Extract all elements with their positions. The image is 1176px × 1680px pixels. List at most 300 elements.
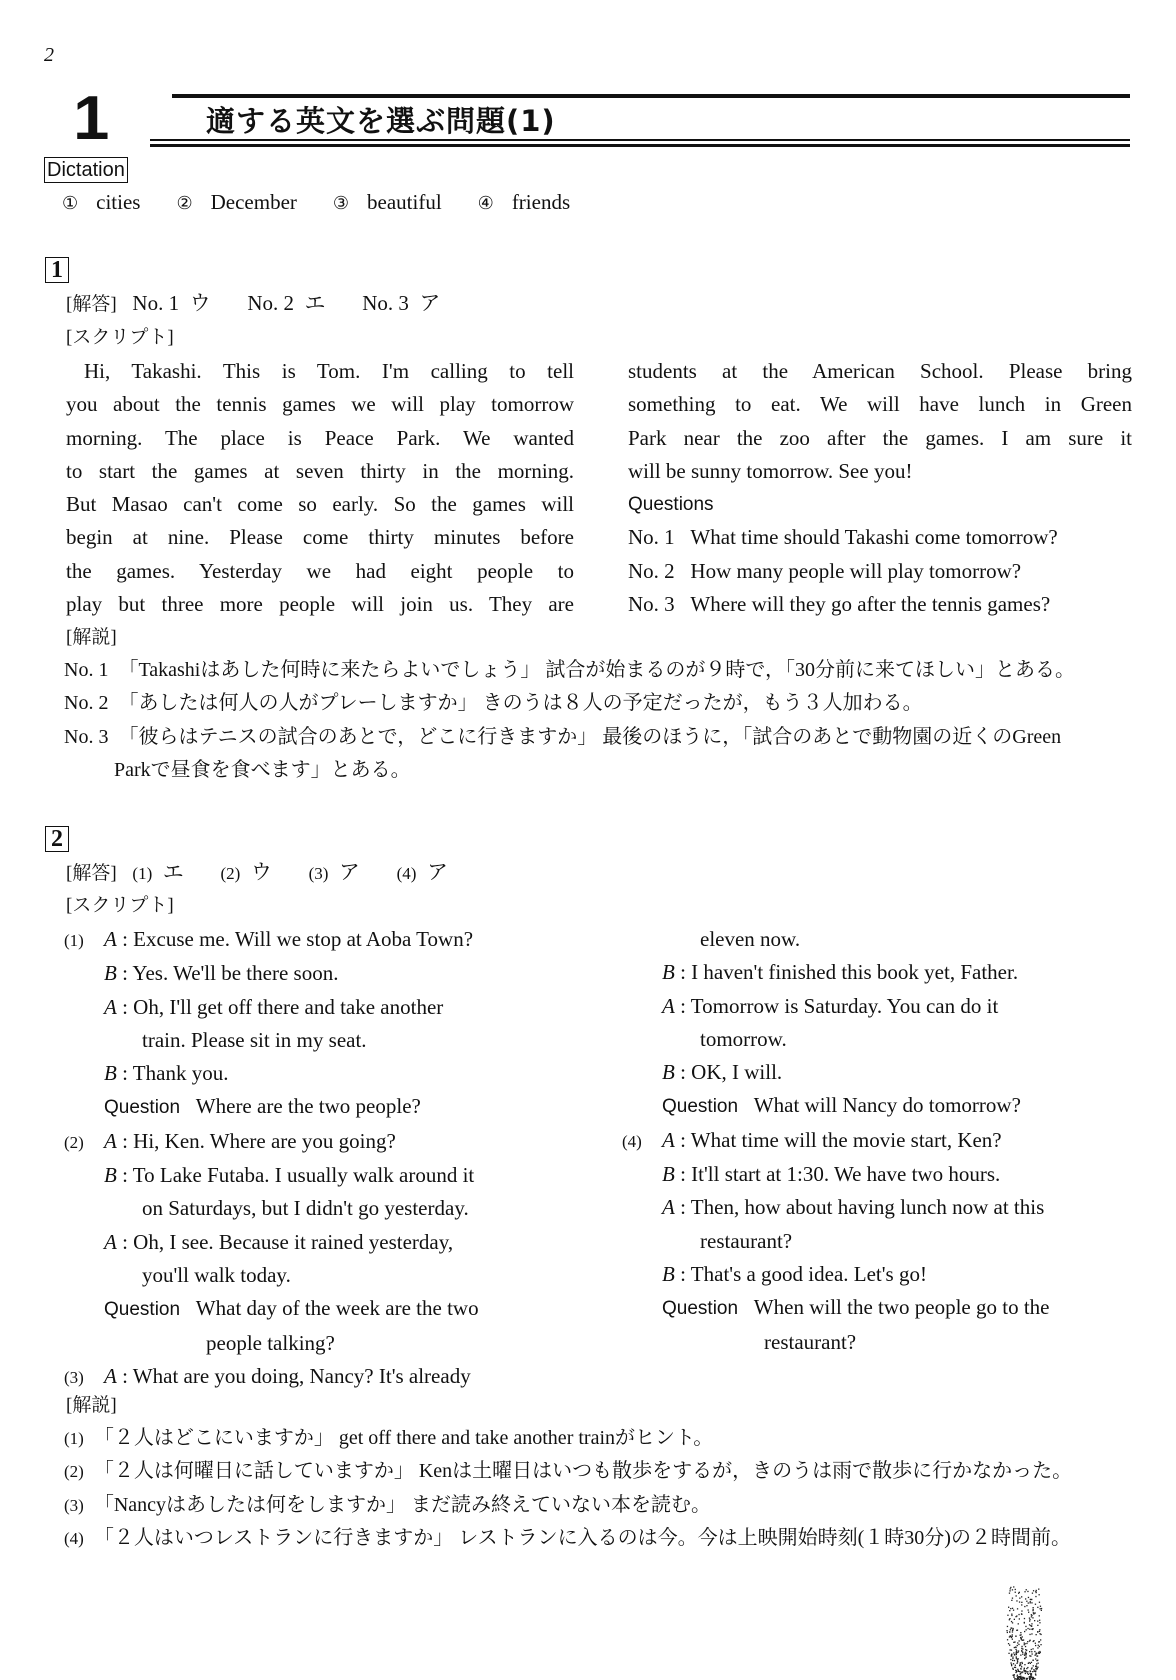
scan-speck [1015,1649,1016,1650]
scan-speck [1026,1654,1027,1655]
answer-value: ア [419,291,441,315]
scan-speck [1019,1598,1020,1599]
scan-speck [1030,1678,1031,1679]
scan-speck [1007,1639,1008,1640]
scan-speck [1022,1636,1023,1637]
scan-speck [1039,1622,1040,1623]
scan-speck [1036,1660,1037,1661]
scan-speck [1018,1671,1019,1672]
scan-speck [1038,1663,1039,1664]
speaker: B [662,1060,675,1085]
scan-speck [1017,1658,1018,1659]
scan-speck [1010,1659,1011,1660]
scan-speck [1030,1656,1031,1657]
speaker: A [662,1127,675,1152]
speaker: B [104,961,117,986]
answer-no: No. 3 [362,291,409,315]
answer-label: [解答] [66,294,117,315]
dialog-line: A : Oh, I'll get off there and take another [104,994,444,1019]
scan-speck [1032,1610,1033,1611]
answer-label: [解答] [66,863,117,884]
explanation-text: 「彼らはテニスの試合のあとで，どこに行きますか」 最後のほうに，「試合のあとで動物園の近くのGreen [118,725,1062,748]
dialog-text: I haven't finished this book yet, Father. [691,960,1019,985]
scan-speck [1012,1658,1013,1659]
scan-speck [1033,1613,1034,1614]
dialog-text: Yes. We'll be there soon. [132,961,339,986]
scan-speck [1016,1653,1017,1654]
scan-speck [1037,1621,1038,1622]
dialog-continuation: tomorrow. [700,1026,787,1051]
scan-speck [1036,1590,1037,1591]
dictation-word: friends [511,190,571,214]
scan-speck [1034,1671,1035,1672]
scan-speck [1029,1618,1030,1619]
dialog-no: (3) [64,1367,84,1387]
speaker: B [662,1261,675,1286]
scan-speck [1013,1628,1014,1629]
dialog-line: B : It'll start at 1:30. We have two hours. [662,1162,1001,1187]
explanation-no: (2) [64,1462,84,1482]
scan-speck [1036,1592,1037,1593]
question-text: When will the two people go to the [753,1295,1050,1320]
scan-speck [1034,1651,1035,1652]
dictation-word: December [210,190,297,214]
scan-speck [1027,1673,1028,1674]
dialog-text: Excuse me. Will we stop at Aoba Town? [133,927,474,951]
explanation-no: (4) [64,1528,84,1548]
scan-speck [1009,1636,1010,1637]
scan-speck [1014,1619,1015,1620]
scan-speck [1036,1653,1037,1654]
scan-speck [1016,1663,1017,1664]
explanation-item [64,687,1134,720]
scan-speck [1033,1665,1034,1666]
dialog-continuation: restaurant? [700,1228,793,1253]
answer-value: ア [338,860,360,884]
answer-no: (2) [220,864,241,883]
scan-speck [1031,1651,1032,1652]
answer-value: ウ [250,860,272,884]
dictation-label: Dictation [44,157,128,183]
scan-speck [1025,1657,1026,1658]
scan-speck [1040,1608,1041,1609]
scan-speck [1020,1655,1021,1656]
scan-speck [1015,1678,1016,1679]
scan-speck [1009,1631,1010,1632]
scan-speck [1028,1602,1029,1603]
explanation-item [64,1522,1134,1555]
explanation-label: [解説] [66,1395,117,1416]
scan-speck [1031,1602,1032,1603]
question-text: What time should Takashi come tomorrow? [690,525,1058,550]
scan-speck [1021,1648,1022,1649]
scan-speck [1031,1633,1032,1634]
explanation-continuation: Parkで昼食を食べます」とある。 [114,758,411,781]
scan-speck [1037,1667,1038,1668]
question-item [628,521,1132,554]
script-left-column [66,355,574,621]
scan-speck [1041,1610,1042,1611]
dialog-continuation: on Saturdays, but I didn't go yesterday. [142,1196,469,1221]
scan-speck [1025,1652,1026,1653]
scan-speck [1037,1647,1038,1648]
scan-speck [1021,1602,1022,1603]
circled-number: ② [176,193,193,214]
dialog-question [64,1090,570,1124]
answer-no: (4) [396,864,417,883]
scan-speck [1033,1641,1034,1642]
scan-speck [1012,1598,1013,1599]
scan-speck [1032,1660,1033,1661]
dictation-word: cities [96,190,141,214]
scan-speck [1040,1639,1041,1640]
scan-speck [1039,1615,1040,1616]
dialog-line: A : Tomorrow is Saturday. You can do it [662,993,999,1018]
scan-speck [1029,1662,1030,1663]
dictation-word: beautiful [367,190,442,214]
scan-speck [1017,1675,1018,1676]
speaker: B [104,1163,117,1188]
answer-no: (3) [308,864,329,883]
scan-speck [1012,1608,1013,1609]
answer-value: エ [304,291,326,315]
scan-speck [1015,1665,1016,1666]
scan-speck [1031,1649,1032,1650]
dictation-item [333,190,442,215]
dialog-right-column [622,923,1132,1359]
scan-speck [1012,1589,1013,1590]
scan-noise-decoration [936,1570,1176,1680]
dialog-line: (1) A : Excuse me. Will we stop at Aoba Town? [64,923,570,957]
speaker: A [104,1128,117,1153]
question-no: No. 2 [628,558,675,583]
scan-speck [1019,1618,1020,1619]
scan-speck [1025,1649,1026,1650]
script-line: to start the games at seven thirty in the morning. [66,458,574,483]
scan-speck [1012,1631,1013,1632]
scan-speck [1020,1637,1021,1638]
scan-speck [1020,1673,1021,1674]
scan-speck [1020,1634,1021,1635]
scan-speck [1015,1589,1016,1590]
explanation-text: 「Nancyはあしたは何をしますか」 まだ読み終えていない本を読む。 [93,1493,712,1516]
speaker: A [104,994,117,1019]
scan-speck [1016,1658,1017,1659]
scan-speck [1018,1593,1019,1594]
scan-speck [1033,1590,1034,1591]
scan-speck [1024,1658,1025,1659]
scan-speck [1013,1610,1014,1611]
dialog-question [622,1291,1132,1325]
question-text: What day of the week are the two [195,1296,479,1321]
scan-speck [1022,1671,1023,1672]
scan-speck [1040,1644,1041,1645]
scan-speck [1031,1668,1032,1669]
script-label: [スクリプト] [66,895,174,916]
scan-speck [1037,1631,1038,1632]
scan-speck [1015,1670,1016,1671]
question-continuation: restaurant? [764,1329,857,1354]
answer-value: エ [162,860,184,884]
section-2-answers [66,856,448,890]
dialog-left-column [64,923,570,1394]
script-line: begin at nine. Please come thirty minutes before [66,525,574,550]
scan-speck [1010,1629,1011,1630]
scan-speck [1032,1593,1033,1594]
scan-speck [1027,1678,1028,1679]
explanation-no: No. 3 [64,725,109,748]
dialog-continuation: you'll walk today. [142,1262,291,1287]
scan-speck [1035,1658,1036,1659]
scan-speck [1016,1595,1017,1596]
scan-speck [1020,1632,1021,1633]
scan-speck [1032,1617,1033,1618]
dialog-text: To Lake Futaba. I usually walk around it [132,1163,475,1188]
scan-speck [1011,1600,1012,1601]
circled-number: ③ [332,193,350,214]
scan-speck [1030,1602,1031,1603]
scan-speck [1025,1646,1026,1647]
scan-speck [1037,1655,1038,1656]
explanation-no: No. 1 [64,659,109,681]
dialog-text: Thank you. [132,1061,229,1086]
dialog-no: (2) [64,1132,84,1152]
explanation-text: 「あしたは何人の人がプレーしますか」 きのうは８人の予定だったが，もう３人加わる。 [118,692,923,715]
dialog-line: B : I haven't finished this book yet, Father. [662,960,1019,985]
scan-speck [1037,1668,1038,1669]
answer-no: (1) [132,864,153,883]
scan-speck [1021,1646,1022,1647]
speaker: A [662,993,675,1018]
scan-speck [1029,1619,1030,1620]
scan-speck [1033,1607,1034,1608]
scan-speck [1020,1668,1021,1669]
scan-speck [1026,1629,1027,1630]
scan-speck [1031,1616,1032,1617]
question-label: Question [662,1096,739,1118]
scan-speck [1028,1609,1029,1610]
page-number: 2 [44,44,54,66]
scan-speck [1031,1623,1032,1624]
scan-speck [1024,1644,1025,1645]
explanation-item [64,1422,1134,1455]
scan-speck [1029,1624,1030,1625]
scan-speck [1016,1654,1017,1655]
dialog-line: B : That's a good idea. Let's go! [662,1261,927,1286]
scan-speck [1012,1639,1013,1640]
scan-speck [1006,1630,1007,1631]
scan-speck [1015,1672,1016,1673]
speaker: A [104,1229,117,1254]
scan-speck [1029,1634,1030,1635]
script-line: Hi, Takashi. This is Tom. I'm calling to tell [84,359,574,383]
scan-speck [1027,1591,1028,1592]
scan-speck [1007,1626,1008,1627]
scan-speck [1041,1608,1042,1609]
scan-speck [1008,1653,1009,1654]
scan-speck [1034,1678,1035,1679]
scan-speck [1019,1671,1020,1672]
scan-speck [1021,1610,1022,1611]
scan-speck [1017,1642,1018,1643]
scan-speck [1012,1660,1013,1661]
explanation-item [64,721,1134,754]
scan-speck [1010,1588,1011,1589]
scan-speck [1010,1662,1011,1663]
scan-speck [1039,1629,1040,1630]
script-line: play but three more people will join us. They are [66,592,574,617]
scan-speck [1024,1606,1025,1607]
explanation-item [64,1489,1134,1522]
dialog-line: B : Thank you. [104,1061,229,1086]
scan-speck [1025,1626,1026,1627]
scan-speck [1017,1630,1018,1631]
explanation-no: (1) [64,1429,84,1448]
scan-speck [1011,1650,1012,1651]
scan-speck [1021,1614,1022,1615]
explanation-no: No. 2 [64,692,109,715]
scan-speck [1008,1607,1009,1608]
scan-speck [1016,1656,1017,1657]
scan-speck [1011,1621,1012,1622]
scan-speck [1013,1675,1014,1676]
scan-speck [1019,1640,1020,1641]
scan-speck [1009,1593,1010,1594]
dialog-text: Oh, I see. Because it rained yesterday, [133,1229,454,1254]
dialog-no: (4) [622,1131,642,1151]
scan-speck [1024,1622,1025,1623]
dialog-text: OK, I will. [691,1060,783,1085]
dialog-line: B : To Lake Futaba. I usually walk around it [104,1163,475,1188]
question-label: Question [104,1097,181,1119]
script-line: something to eat. We will have lunch in Green [628,392,1132,417]
scan-speck [1039,1633,1040,1634]
scan-speck [1022,1654,1023,1655]
explanation-item [64,1455,1134,1488]
question-text: What will Nancy do tomorrow? [753,1093,1021,1118]
scan-speck [1020,1662,1021,1663]
speaker: A [662,1195,675,1220]
scan-speck [1007,1632,1008,1633]
scan-speck [1019,1665,1020,1666]
section-1-explanations [64,654,1134,787]
dialog-question [64,1292,570,1326]
scan-speck [1019,1601,1020,1602]
scan-speck [1013,1586,1014,1587]
scan-speck [1024,1631,1025,1632]
dialog-text: That's a good idea. Let's go! [690,1261,927,1286]
scan-speck [1016,1650,1017,1651]
dialog-line: (3) A : What are you doing, Nancy? It's already [64,1360,570,1394]
scan-speck [1040,1606,1041,1607]
scan-speck [1031,1676,1032,1677]
scan-speck [1027,1641,1028,1642]
scan-speck [1033,1609,1034,1610]
scan-speck [1035,1612,1036,1613]
scan-speck [1028,1612,1029,1613]
scan-speck [1031,1599,1032,1600]
scan-speck [1024,1678,1025,1679]
scan-speck [1018,1650,1019,1651]
scan-speck [1039,1646,1040,1647]
scan-speck [1037,1607,1038,1608]
scan-speck [1009,1590,1010,1591]
scan-speck [1009,1645,1010,1646]
header-rule-top [172,94,1130,98]
scan-speck [1014,1660,1015,1661]
scan-speck [1019,1676,1020,1677]
scan-speck [1039,1602,1040,1603]
dialog-continuation: eleven now. [700,927,801,951]
scan-speck [1039,1594,1040,1595]
scan-speck [1035,1596,1036,1597]
script-label: [スクリプト] [66,327,174,348]
scan-speck [1039,1620,1040,1621]
scan-speck [1024,1618,1025,1619]
question-label: Question [104,1299,181,1321]
scan-speck [1021,1662,1022,1663]
dialog-text: What time will the movie start, Ken? [690,1127,1002,1152]
dialog-line: (2) A : Hi, Ken. Where are you going? [64,1125,570,1159]
question-continuation: people talking? [206,1330,335,1355]
scan-speck [1039,1641,1040,1642]
scan-speck [1035,1645,1036,1646]
speaker: A [104,927,117,951]
script-line: morning. The place is Peace Park. We wanted [66,425,574,450]
question-no: No. 1 [628,525,675,550]
chapter-title: 適する英文を選ぶ問題(1) [206,104,556,138]
circled-number: ① [62,193,79,214]
scan-speck [1021,1650,1022,1651]
scan-speck [1017,1661,1018,1662]
scan-speck [1035,1604,1036,1605]
scan-speck [1020,1671,1021,1672]
scan-speck [1011,1614,1012,1615]
scan-speck [1012,1622,1013,1623]
scan-speck [1018,1614,1019,1615]
scan-speck [1025,1673,1026,1674]
script-line: But Masao can't come so early. So the games will [66,492,574,517]
scan-speck [1029,1629,1030,1630]
scan-speck [1030,1663,1031,1664]
scan-speck [1011,1615,1012,1616]
scan-speck [1036,1634,1037,1635]
dialog-continuation: train. Please sit in my seat. [142,1027,367,1052]
scan-speck [1015,1647,1016,1648]
scan-speck [1024,1664,1025,1665]
scan-speck [1038,1653,1039,1654]
question-label: Question [662,1298,739,1320]
question-text: Where will they go after the tennis games? [690,592,1051,617]
scan-speck [1032,1648,1033,1649]
scan-speck [1023,1639,1024,1640]
scan-speck [1024,1591,1025,1592]
dialog-no: (1) [64,931,84,950]
explanation-label: [解説] [66,627,117,648]
dictation-item [478,190,570,215]
speaker: B [662,960,675,985]
scan-speck [1030,1676,1031,1677]
dialog-line: B : Yes. We'll be there soon. [104,961,339,986]
answer-value: ウ [189,291,211,315]
answer-no: No. 2 [247,291,294,315]
section-2-number: 2 [45,826,69,852]
answer-value: ア [426,860,448,884]
questions-label: Questions [628,494,714,516]
scan-speck [1030,1674,1031,1675]
scan-speck [1020,1638,1021,1639]
scan-speck [1012,1636,1013,1637]
